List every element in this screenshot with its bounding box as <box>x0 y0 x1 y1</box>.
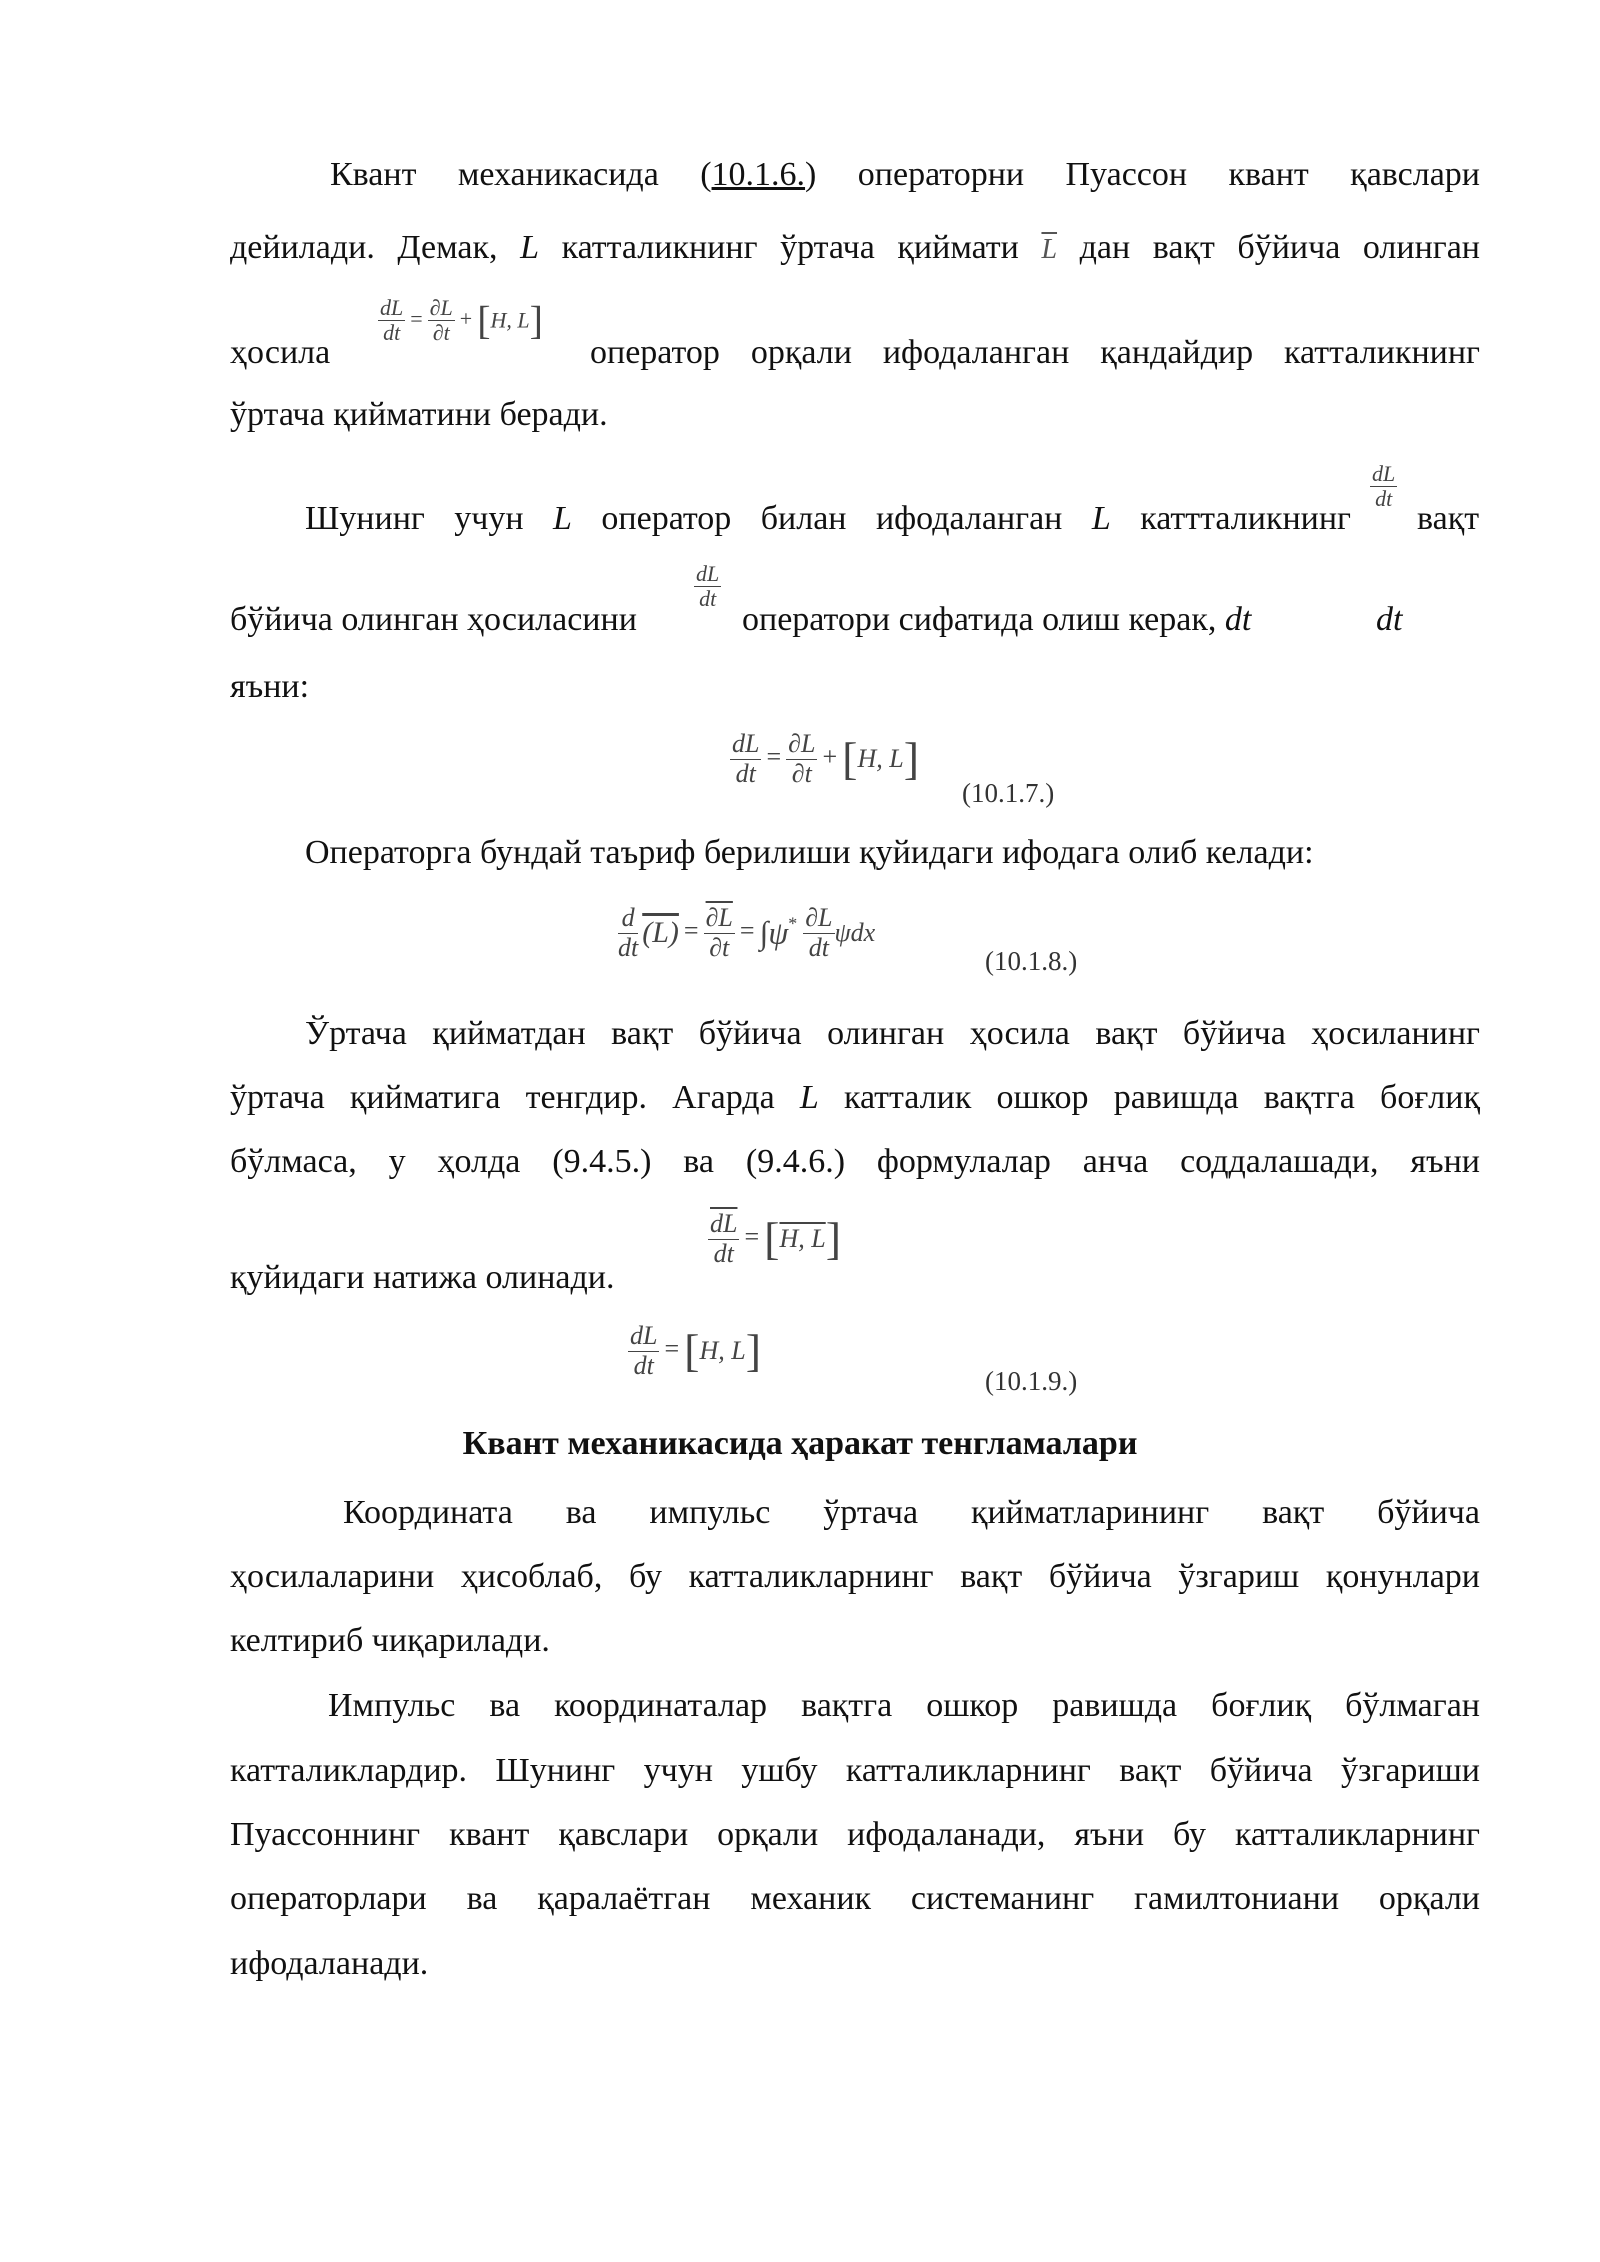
text: операторлари ва қаралаётган механик системанинг гамилтониани орқали <box>230 1880 1480 1917</box>
text: катталик ошкор равишда вақтга боғлиқ <box>818 1079 1480 1116</box>
p6-line1 <box>328 1686 1480 1726</box>
bracket: ] <box>529 297 543 343</box>
integral: ∫ψ <box>759 914 789 951</box>
numerator: $\overline{dL}$ <box>710 1209 738 1238</box>
commutator: H, L <box>490 307 530 333</box>
p6-line3 <box>230 1815 1480 1855</box>
bracket: [ <box>842 733 858 785</box>
text: ифодаланади. <box>230 1945 429 1982</box>
numerator: ∂L <box>788 729 816 758</box>
equals: = <box>744 1222 760 1252</box>
denominator: dt <box>1375 486 1393 512</box>
math-dt: dt <box>1376 601 1403 638</box>
conjugate: * <box>788 913 798 934</box>
denominator: ∂t <box>709 932 730 962</box>
text: вақт <box>1417 500 1480 537</box>
text: ҳосилаларини ҳисоблаб, бу катталикларнинг вақт бўйича ўзгариш қонунлари <box>230 1558 1480 1595</box>
commutator: H, L <box>779 1224 826 1254</box>
numerator: dL <box>630 1321 658 1350</box>
bracket: [ <box>684 1325 700 1377</box>
p6-line4 <box>230 1879 1480 1919</box>
commutator: H, L <box>699 1336 746 1366</box>
math-symbol-L-bar: $\overline{L}$ <box>1041 234 1058 265</box>
bracket: ] <box>903 733 920 785</box>
numerator: ∂L <box>805 903 833 932</box>
p4-line4 <box>230 1258 614 1298</box>
equation-10-1-7 <box>730 730 919 788</box>
denominator: dt <box>808 932 829 962</box>
denominator: dt <box>735 758 756 788</box>
math-symbol-L: L <box>799 1079 819 1116</box>
text: оператор орқали ифодаланган қандайдир катталикнинг <box>590 334 1480 371</box>
numerator: d <box>618 904 638 934</box>
equals: = <box>683 916 699 946</box>
plus: + <box>822 742 838 772</box>
p2-line1 <box>305 499 1351 539</box>
inline-fraction-dL-dt <box>1370 462 1397 511</box>
math-symbol-L: L <box>520 229 539 266</box>
p4-line1 <box>305 1014 1480 1054</box>
section-heading: Квант механикасида ҳаракат тенгламалари <box>462 1425 1138 1462</box>
p2-line1-end <box>1417 499 1479 539</box>
bracket: [ <box>477 297 491 343</box>
math-symbol-L: L <box>1091 500 1111 537</box>
text: Координата ва импульс ўртача қийматларининг вақт бўйича <box>343 1494 1480 1531</box>
text: ҳосила <box>230 334 331 371</box>
p1-line2 <box>230 228 1480 270</box>
p2-line2-b <box>742 600 1251 640</box>
p2-line3 <box>230 667 309 707</box>
equation-reference: 10.1.6. <box>711 156 806 193</box>
psi-dx: ψdx <box>834 918 876 948</box>
equation-number-10-1-7: (10.1.7.) <box>962 778 1055 808</box>
p5-line2 <box>230 1557 1480 1597</box>
bracket: ] <box>825 1213 842 1265</box>
bracket: ] <box>745 1325 762 1377</box>
p6-line2 <box>230 1751 1480 1791</box>
equation-number-10-1-8: (10.1.8.) <box>985 946 1078 976</box>
text: Операторга бундай таъриф берилиши қуйидаги ифодага олиб келади: <box>305 834 1314 871</box>
inline-fraction-dL-dt-2 <box>694 562 721 611</box>
p2-line2-a <box>230 600 637 640</box>
equals: = <box>664 1334 680 1364</box>
p4-line2 <box>230 1078 1480 1118</box>
text: катталиклардир. Шунинг учун ушбу катталикларнинг вақт бўйича ўзгариши <box>230 1752 1480 1789</box>
denominator: dt <box>633 1350 654 1380</box>
inline-equation-dLbar-dt <box>708 1210 841 1268</box>
commutator: H, L <box>857 744 904 774</box>
p3-line <box>305 833 1314 873</box>
equation-10-1-8 <box>618 904 875 962</box>
p6-line5 <box>230 1944 428 1984</box>
text: Квант механикасида ( <box>330 156 712 193</box>
equals: = <box>766 742 782 772</box>
denominator: dt <box>713 1238 734 1268</box>
plus: + <box>459 305 473 331</box>
p1-line4 <box>230 395 608 435</box>
p1-line1 <box>330 155 1480 195</box>
numerator: ∂L <box>429 295 453 320</box>
equation-10-1-9 <box>628 1322 761 1380</box>
mean-L: (L) <box>642 916 679 950</box>
math-symbol-L: L <box>553 500 572 537</box>
text: бўйича олинган ҳосиласини <box>230 601 637 638</box>
text: қуйидаги натижа олинади. <box>230 1259 615 1296</box>
text: оператор билан ифодаланган <box>571 500 1092 537</box>
equation-number-10-1-9: (10.1.9.) <box>985 1366 1078 1396</box>
numerator: dL <box>1372 461 1396 486</box>
p5-line1 <box>343 1493 1480 1533</box>
denominator: ∂t <box>791 758 812 788</box>
numerator: ∂L <box>705 903 733 932</box>
text: дейилади. Демак, <box>230 229 521 266</box>
text: бўлмаса, у ҳолда (9.4.5.) ва (9.4.6.) формулалар анча соддалашади, яъни <box>230 1143 1480 1180</box>
text: Импульс ва координаталар вақтга ошкор равишда боғлиқ бўлмаган <box>328 1687 1480 1724</box>
p4-line3 <box>230 1142 1480 1182</box>
equals: = <box>739 916 755 946</box>
denominator: dt <box>383 320 401 346</box>
p2-line2-dt <box>1376 600 1402 640</box>
equals: = <box>410 305 423 331</box>
text: яъни: <box>230 668 310 705</box>
p1-line3-a <box>230 333 330 373</box>
numerator: dL <box>732 729 760 758</box>
denominator: dt <box>618 932 639 962</box>
text: Пуассоннинг квант қавслари орқали ифодаланади, яъни бу катталикларнинг <box>230 1816 1480 1853</box>
inline-equation-dL-dt <box>378 296 543 345</box>
text: дан вақт бўйича олинган <box>1057 229 1480 266</box>
text: ) операторни Пуассон квант қавслари <box>805 156 1480 193</box>
bracket: [ <box>764 1213 780 1265</box>
text: оператори сифатида олиш керак, <box>742 601 1225 638</box>
text: Ўртача қийматдан вақт бўйича олинган ҳосила вақт бўйича ҳосиланинг <box>305 1015 1480 1052</box>
math-dt: dt <box>1224 601 1252 638</box>
text: Шунинг учун <box>305 500 554 537</box>
denominator: dt <box>699 586 717 612</box>
text: келтириб чиқарилади. <box>230 1622 550 1659</box>
text: каттталикнинг <box>1110 500 1352 537</box>
numerator: dL <box>380 295 404 320</box>
denominator: ∂t <box>432 320 450 346</box>
p5-line3 <box>230 1621 550 1661</box>
text: ўртача қийматини беради. <box>230 396 608 433</box>
numerator: dL <box>696 561 720 586</box>
text: катталикнинг ўртача қиймати <box>539 229 1042 266</box>
p1-line3-b <box>590 333 1480 373</box>
text: ўртача қийматига тенгдир. Агарда <box>230 1079 800 1116</box>
